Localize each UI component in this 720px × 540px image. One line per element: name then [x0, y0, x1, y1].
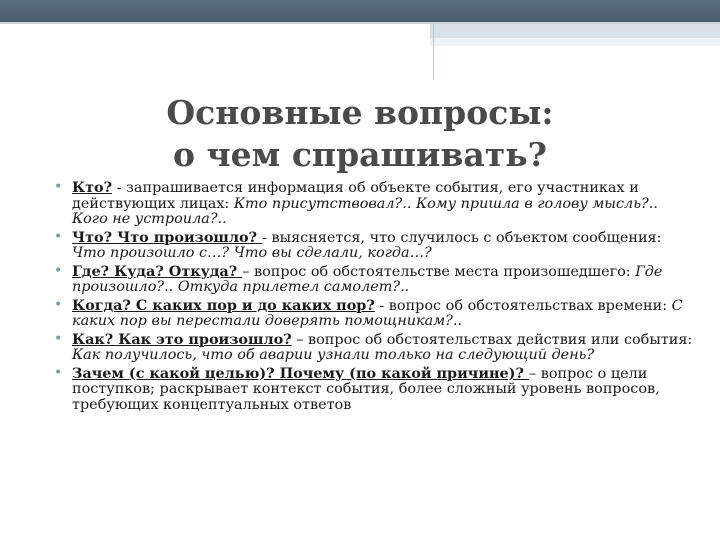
slide-title-line-1: Основные вопросы: [166, 93, 554, 132]
slide-title-line-2: о чем спрашивать? [173, 135, 547, 174]
decorative-accent-band-light [430, 38, 720, 46]
example-text: С каких пор вы перестали доверять помощникам?.. [72, 297, 683, 329]
description-text: – вопрос о цели поступков; раскрывает контекст события, более сложный уровень вопросов, требующих концептуальных ответов [72, 365, 660, 413]
bullet-icon: • [54, 228, 63, 245]
list-item [52, 180, 697, 228]
example-text: Кто присутствовал?.. Кому пришла в голову мысль?.. Кого не устроила?.. [72, 195, 658, 227]
description-text: - выясняется, что случилось с объектом сообщения: [262, 229, 662, 246]
description-text: – вопрос об обстоятельствах действия или события: [291, 331, 693, 348]
list-item [52, 264, 697, 296]
slide-title [150, 92, 570, 176]
list-item [52, 332, 697, 364]
bullet-icon: • [54, 179, 63, 195]
bullet-icon: • [54, 364, 63, 381]
description-text: - вопрос об обстоятельствах времени: [374, 297, 672, 314]
bullet-icon: • [54, 296, 63, 313]
question-text: Кто? [72, 179, 113, 196]
list-item [52, 298, 697, 330]
bullet-icon: • [54, 330, 63, 347]
bullet-icon: • [54, 262, 63, 279]
decorative-accent-band [430, 24, 720, 38]
question-text: Что? Что произошло? [72, 228, 263, 246]
list-item [52, 230, 697, 262]
question-text: Зачем (с какой целью)? Почему (по какой причине)? [72, 364, 529, 382]
description-text: - запрашивается информация об объекте события, его участниках и действующих лицах: [72, 180, 639, 212]
question-text: Когда? С каких пор и до каких пор? [72, 296, 375, 314]
example-text: Как получилось, что об аварии узнали только на следующий день? [72, 347, 595, 363]
question-text: Где? Куда? Откуда? [72, 262, 243, 280]
list-item [52, 366, 697, 414]
description-text: – вопрос об обстоятельстве места произошедшего: [242, 263, 636, 280]
example-text: Что произошло с…? Что вы сделали, когда…? [72, 245, 432, 261]
header-bar [0, 0, 720, 22]
example-text: Где произошло?.. Откуда прилетел самолет?.. [72, 263, 663, 295]
question-text: Как? Как это произошло? [72, 330, 292, 348]
decorative-vertical-line [433, 24, 434, 80]
bullet-list [52, 180, 697, 415]
